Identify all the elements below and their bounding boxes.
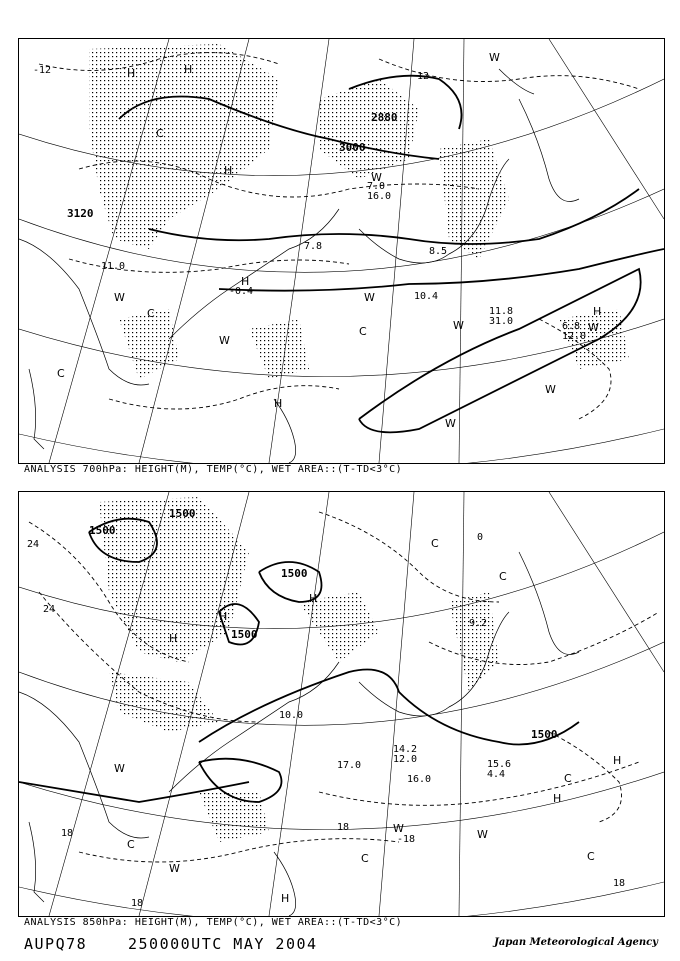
map-850hpa [19, 492, 664, 916]
contour-label: 1500 [531, 728, 558, 741]
system-label: C [57, 367, 65, 380]
system-label: W [169, 862, 180, 875]
system-label: C [127, 838, 135, 851]
station-value: 15.6 [487, 759, 512, 770]
wet-area [319, 79, 419, 179]
system-label: H [281, 892, 290, 905]
station-value: 11.8 [489, 306, 514, 317]
wet-area [109, 672, 219, 732]
system-label: H [224, 164, 233, 177]
temperature-label: -12 [411, 71, 430, 82]
system-label: W [477, 828, 488, 841]
system-label: W [445, 417, 456, 430]
valid-time: 250000UTC MAY 2004 [128, 935, 318, 953]
system-label: C [587, 850, 595, 863]
system-label: C [564, 772, 572, 785]
station-value: 7.8 [304, 241, 323, 252]
station-value: 14.2 [393, 744, 418, 755]
coastlines [19, 552, 579, 916]
contour-label: 2880 [371, 111, 398, 124]
station-value: 16.0 [407, 774, 432, 785]
panel-caption-700hpa: ANALYSIS 700hPa: HEIGHT(M), TEMP(°C), WET AREA::(T-TD<3°C) [24, 464, 403, 475]
temperature-label: 18 [337, 822, 350, 833]
temperature-label: 24 [43, 604, 56, 615]
temperature-label: 18 [61, 828, 74, 839]
map-panel-850hpa [18, 491, 665, 917]
contour-label: 1500 [231, 628, 258, 641]
wet-area [249, 319, 309, 379]
system-label: W [114, 762, 125, 775]
wet-area [199, 792, 269, 842]
system-label: W [364, 291, 375, 304]
temperature-label: -18 [397, 834, 416, 845]
station-value: 12.0 [562, 331, 587, 342]
station-value: 11.0 [101, 261, 126, 272]
agency-name: Japan Meteorological Agency [494, 937, 658, 948]
station-value: 8.5 [429, 246, 448, 257]
contour-label: 1500 [281, 567, 308, 580]
system-label: H [613, 754, 622, 767]
chart-code: AUPQ78 [24, 935, 88, 953]
station-value: -0.4 [229, 286, 254, 297]
station-value: 16.0 [367, 191, 392, 202]
system-label: W [453, 319, 464, 332]
system-label: C [499, 570, 507, 583]
station-value: 6.8 [562, 321, 581, 332]
station-value: 10.0 [279, 710, 304, 721]
system-label: W [371, 171, 382, 184]
system-label: W [393, 822, 404, 835]
system-label: W [588, 321, 599, 334]
system-label: C [156, 127, 164, 140]
temperature-label: -12 [33, 65, 52, 76]
contour-label: 1500 [89, 524, 116, 537]
system-label: H [219, 610, 228, 623]
system-label: W [545, 383, 556, 396]
map-panel-700hpa [18, 38, 665, 464]
temperature-label: 18 [613, 878, 626, 889]
system-label: H [241, 275, 250, 288]
system-label: W [114, 291, 125, 304]
station-value: 10.4 [414, 291, 439, 302]
system-label: W [489, 51, 500, 64]
station-value: 4.4 [487, 769, 506, 780]
system-label: H [184, 63, 193, 76]
contour-label: 3000 [339, 141, 366, 154]
system-label: C [431, 537, 439, 550]
station-value: 9.2 [469, 618, 488, 629]
station-value: 31.0 [489, 316, 514, 327]
system-label: H [593, 305, 602, 318]
system-label: H [553, 792, 562, 805]
contour-label: 1500 [169, 507, 196, 520]
panel-caption-850hpa: ANALYSIS 850hPa: HEIGHT(M), TEMP(°C), WET AREA::(T-TD<3°C) [24, 917, 403, 928]
station-value: 12.0 [393, 754, 418, 765]
wet-area [439, 139, 509, 259]
station-value: 7.0 [367, 181, 386, 192]
system-label: H [274, 397, 283, 410]
temperature-label: 0 [477, 532, 484, 543]
system-label: W [219, 334, 230, 347]
system-label: H [127, 67, 136, 80]
temperature-label: 24 [27, 539, 40, 550]
system-label: H [309, 592, 318, 605]
system-label: C [147, 307, 155, 320]
contour-label: 3120 [67, 207, 94, 220]
system-label: C [359, 325, 367, 338]
map-700hpa [19, 39, 664, 463]
system-label: H [169, 632, 178, 645]
station-value: 17.0 [337, 760, 362, 771]
system-label: C [361, 852, 369, 865]
temperature-label: 18 [131, 898, 144, 909]
